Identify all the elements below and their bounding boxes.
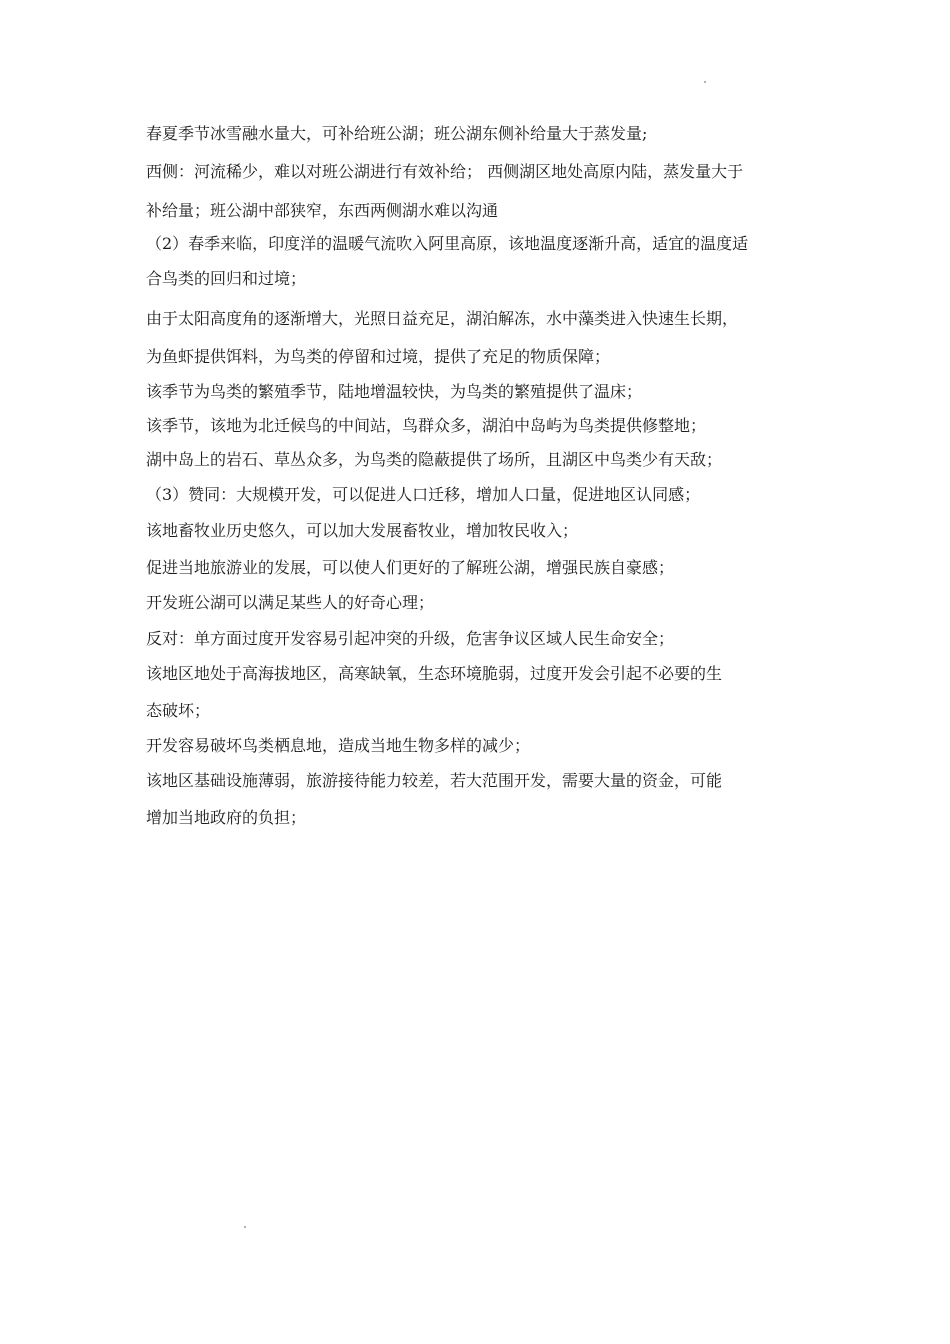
text-line: 该季节为鸟类的繁殖季节，陆地增温较快，为鸟类的繁殖提供了温床；: [146, 382, 643, 401]
text-line: 增加当地政府的负担；: [146, 808, 307, 827]
text-line: 促进当地旅游业的发展，可以使人们更好的了解班公湖，增强民族自豪感；: [146, 558, 675, 577]
text-line: （2）春季来临，印度洋的温暖气流吹入阿里高原，该地温度逐渐升高，适宜的温度适: [146, 234, 749, 253]
text-line: 该季节，该地为北迁候鸟的中间站，鸟群众多，湖泊中岛屿为鸟类提供修整地；: [146, 416, 707, 435]
scan-mark: [704, 81, 706, 83]
text-line: 开发班公湖可以满足某些人的好奇心理；: [146, 593, 435, 612]
text-line: 由于太阳高度角的逐渐增大，光照日益充足，湖泊解冻，水中藻类进入快速生长期，: [146, 309, 739, 328]
text-line: 春夏季节冰雪融水量大，可补给班公湖；班公湖东侧补给量大于蒸发量;: [146, 124, 648, 143]
text-line: 反对：单方面过度开发容易引起冲突的升级，危害争议区域人民生命安全；: [146, 629, 675, 648]
text-line: 态破坏；: [146, 701, 211, 720]
text-line: 该地区基础设施薄弱，旅游接待能力较差，若大范围开发，需要大量的资金，可能: [146, 771, 723, 790]
scan-mark: [244, 1226, 246, 1228]
text-line: 湖中岛上的岩石、草丛众多，为鸟类的隐蔽提供了场所，且湖区中鸟类少有天敌；: [146, 450, 723, 469]
text-line: 开发容易破坏鸟类栖息地，造成当地生物多样的减少；: [146, 736, 531, 755]
text-line: 该地区地处于高海拔地区，高寒缺氧，生态环境脆弱，过度开发会引起不必要的生: [146, 664, 723, 683]
text-line: 合鸟类的回归和过境；: [146, 269, 307, 288]
text-line: 为鱼虾提供饵料，为鸟类的停留和过境，提供了充足的物质保障；: [146, 347, 611, 366]
text-line: 该地畜牧业历史悠久，可以加大发展畜牧业，增加牧民收入；: [146, 521, 579, 540]
text-line: 补给量；班公湖中部狭窄，东西两侧湖水难以沟通: [146, 201, 499, 220]
text-line: （3）赞同：大规模开发，可以促进人口迁移，增加人口量，促进地区认同感；: [146, 485, 701, 504]
text-line: 西侧：河流稀少，难以对班公湖进行有效补给； 西侧湖区地处高原内陆，蒸发量大于: [146, 162, 744, 181]
